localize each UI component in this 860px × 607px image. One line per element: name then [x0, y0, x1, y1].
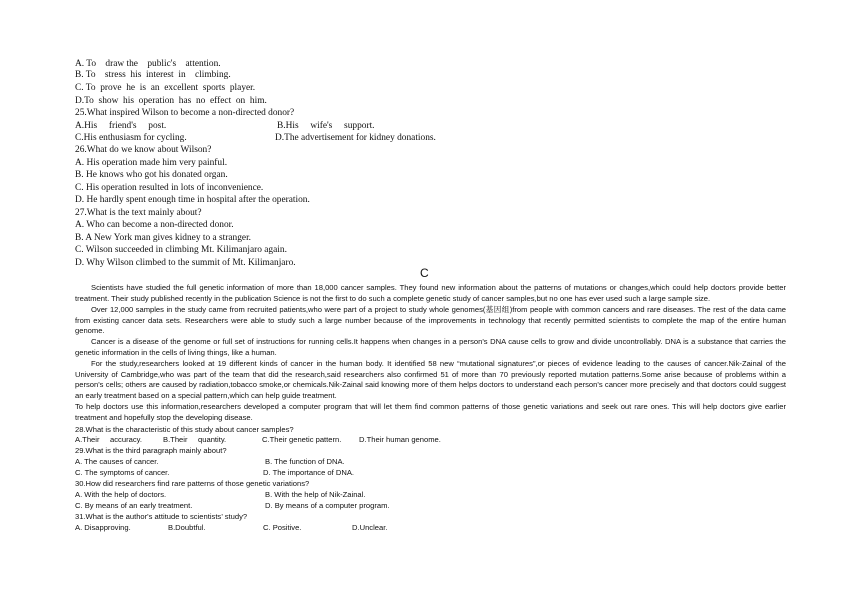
q28-option-d: D.Their human genome.	[359, 435, 441, 444]
q27-option-b: B. A New York man gives kidney to a stranger.	[75, 233, 252, 243]
q29-stem: 29.What is the third paragraph mainly about?	[75, 446, 227, 455]
q30-option-d: D. By means of a computer program.	[265, 501, 390, 510]
q30-stem: 30.How did researchers find rare patterns of those genetic variations?	[75, 479, 310, 488]
q29-option-c: C. The symptoms of cancer.	[75, 468, 170, 477]
q31-stem: 31.What is the author's attitude to scientists’ study?	[75, 512, 248, 521]
q25-stem: 25.What inspired Wilson to become a non-directed donor?	[75, 108, 295, 118]
q29-option-b: B. The function of DNA.	[265, 457, 345, 466]
passage-paragraph-3: Cancer is a disease of the genome or full set of instructions for running cells.It happens when changes in a person's DNA cause cells to grow and divide uncontrollably. DNA is a substance that carries the genetic information in the cells of living things, like a human.	[75, 337, 786, 357]
q26-option-d: D. He hardly spent enough time in hospital after the operation.	[75, 195, 310, 205]
q30-option-c: C. By means of an early treatment.	[75, 501, 193, 510]
passage-paragraph-2: Over 12,000 samples in the study came from recruited patients,who were part of a project to study whole genomes(基因组)from people with common cancers and rare diseases. The rest of the data came from existing cancer data sets. Researchers were able to study such a large number because of the improvements in technology that recently permitted scientists to complete the map of the entire human genome.	[75, 305, 786, 335]
q27-stem: 27.What is the text mainly about?	[75, 208, 202, 218]
q24-option-a: A. To draw the public's attention.	[75, 59, 221, 69]
q24-option-c: C. To prove he is an excellent sports player.	[75, 83, 256, 93]
passage-paragraph-5: To help doctors use this information,researchers developed a computer program that will let them find common patterns of those genetic variations and seek out rare ones. This will help doctors give earlier treatment and hopefully stop the developing disease.	[75, 402, 786, 422]
passage-paragraph-1: Scientists have studied the full genetic information of more than 18,000 cancer samples. They found new information about the patterns of mutations or changes,which could help doctors provide better treatment. Their study published recently in the publication Science is not the first to do such a complete genetic study of cancer samples,but no one has ever used such a large sample size.	[75, 283, 786, 303]
q25-option-d: D.The advertisement for kidney donations.	[275, 133, 436, 143]
q29-option-a: A. The causes of cancer.	[75, 457, 159, 466]
q28-option-c: C.Their genetic pattern.	[262, 435, 342, 444]
q31-option-c: C. Positive.	[263, 523, 302, 532]
q27-option-c: C. Wilson succeeded in climbing Mt. Kilimanjaro again.	[75, 245, 287, 255]
q28-stem: 28.What is the characteristic of this study about cancer samples?	[75, 425, 294, 434]
passage-paragraph-4: For the study,researchers looked at 19 different kinds of cancer in the human body. It identified 58 new “mutational signatures”,or pieces of evidence leading to the causes of cancer.Nik-Zainal of the University of Cambridge,who was part of the team that did the research,said researchers also confirmed 51 of more than 70 previously reported mutation patterns.Some arise because of problems within a person's cells; others are caused by radiation,tobacco smoke,or chemicals.Nik-Zainal said knowing more of them helps doctors to understand each person's cancer more precisely and that doctors could suggest an early treatment based on a special pattern,which can help guide treatment.	[75, 359, 786, 400]
q26-option-a: A. His operation made him very painful.	[75, 158, 228, 168]
q27-option-a: A. Who can become a non-directed donor.	[75, 220, 234, 230]
q31-option-b: B.Doubtful.	[168, 523, 206, 532]
q31-option-a: A. Disapproving.	[75, 523, 131, 532]
q25-option-b: B.His wife's support.	[277, 121, 375, 131]
section-c-title: C	[420, 266, 429, 280]
q28-option-a: A.Their accuracy.	[75, 435, 142, 444]
q27-option-d: D. Why Wilson climbed to the summit of Mt. Kilimanjaro.	[75, 258, 296, 268]
q24-option-d: D.To show his operation has no effect on him.	[75, 96, 267, 106]
q30-option-a: A. With the help of doctors.	[75, 490, 167, 499]
q25-option-a: A.His friend's post.	[75, 121, 167, 131]
q26-option-b: B. He knows who got his donated organ.	[75, 170, 228, 180]
q26-stem: 26.What do we know about Wilson?	[75, 145, 212, 155]
q29-option-d: D. The importance of DNA.	[263, 468, 355, 477]
q28-option-b: B.Their quantity.	[163, 435, 227, 444]
q24-option-b: B. To stress his interest in climbing.	[75, 70, 231, 80]
q26-option-c: C. His operation resulted in lots of inconvenience.	[75, 183, 264, 193]
q25-option-c: C.His enthusiasm for cycling.	[75, 133, 187, 143]
q31-option-d: D.Unclear.	[352, 523, 388, 532]
q30-option-b: B. With the help of Nik-Zainal.	[265, 490, 366, 499]
